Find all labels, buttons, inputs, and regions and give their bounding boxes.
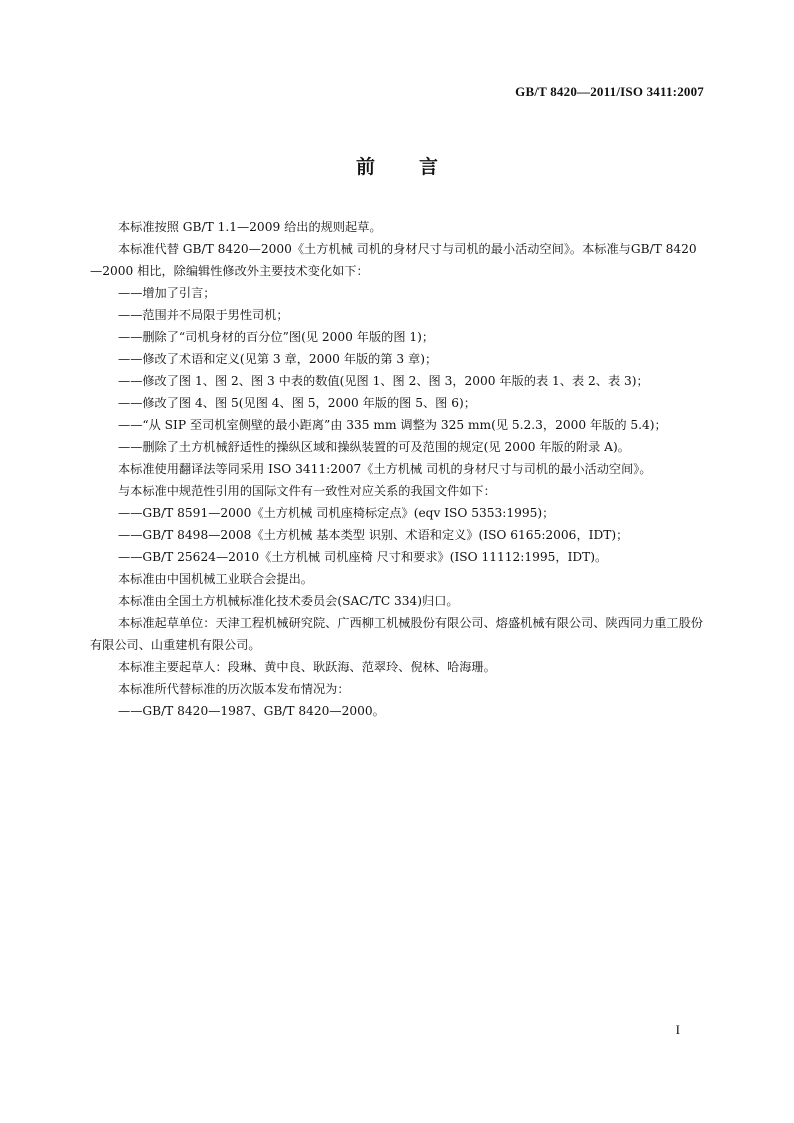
standard-code: GB/T 8420—2011/ISO 3411:2007 [515,84,704,99]
list-item: ——增加了引言； [118,286,216,300]
list-item: ——GB/T 8591—2000《土方机械 司机座椅标定点》(eqv ISO 5353:1995)； [118,506,555,520]
list-item: ——删除了土方机械舒适性的操纵区域和操纵装置的可及范围的规定(见 2000 年版的附录 A)。 [118,440,630,454]
paragraph-proposer: 本标准由中国机械工业联合会提出。 [118,572,313,586]
paragraph-replaces: 本标准代替 GB/T 8420—2000《土方机械 司机的身材尺寸与司机的最小活动空间》。本标准与GB/T 8420—2000 相比，除编辑性修改外主要技术变化如下： [90,242,697,278]
list-item: ——删除了“司机身材的百分位”图(见 2000 年版的图 1)； [118,330,435,344]
paragraph-references-intro: 与本标准中规范性引用的国际文件有一致性对应关系的我国文件如下： [118,484,496,498]
paragraph-committee: 本标准由全国土方机械标准化技术委员会(SAC/TC 334)归口。 [118,594,459,608]
paragraph-adoption: 本标准使用翻译法等同采用 ISO 3411:2007《土方机械 司机的身材尺寸与司机的最小活动空间》。 [118,462,652,476]
list-item: ——修改了图 1、图 2、图 3 中表的数值(见图 1、图 2、图 3，2000 年版的表 1、表 2、表 3)； [118,374,649,388]
paragraph-drafters: 本标准主要起草人：段琳、黄中良、耿跃海、范翠玲、倪林、哈海珊。 [118,660,496,674]
list-item: ——GB/T 25624—2010《土方机械 司机座椅 尺寸和要求》(ISO 11112:1995，IDT)。 [118,550,608,564]
page-title: 前言 [355,156,482,178]
changes-list [90,282,706,458]
list-item: ——修改了术语和定义(见第 3 章，2000 年版的第 3 章)； [118,352,438,366]
list-item: ——GB/T 8498—2008《土方机械 基本类型 识别、术语和定义》(ISO 6165:2006，IDT)； [118,528,629,542]
page-number: I [675,1022,680,1037]
paragraph-drafting-rules: 本标准按照 GB/T 1.1—2009 给出的规则起草。 [118,220,382,234]
references-list [90,502,706,568]
list-item: ——“从 SIP 至司机室侧壁的最小距离”由 335 mm 调整为 325 mm(见 5.2.3，2000 年版的 5.4)； [118,418,667,432]
list-item: ——范围并不局限于男性司机； [118,308,289,322]
list-item: ——GB/T 8420—1987、GB/T 8420—2000。 [118,704,385,718]
paragraph-history-intro: 本标准所代替标准的历次版本发布情况为： [118,682,350,696]
list-item: ——修改了图 4、图 5(见图 4、图 5，2000 年版的图 5、图 6)； [118,396,476,410]
document-body [90,216,706,722]
paragraph-drafting-units: 本标准起草单位：天津工程机械研究院、广西柳工机械股份有限公司、熔盛机械有限公司、陕西同力重工股份有限公司、山重建机有限公司。 [90,616,703,652]
